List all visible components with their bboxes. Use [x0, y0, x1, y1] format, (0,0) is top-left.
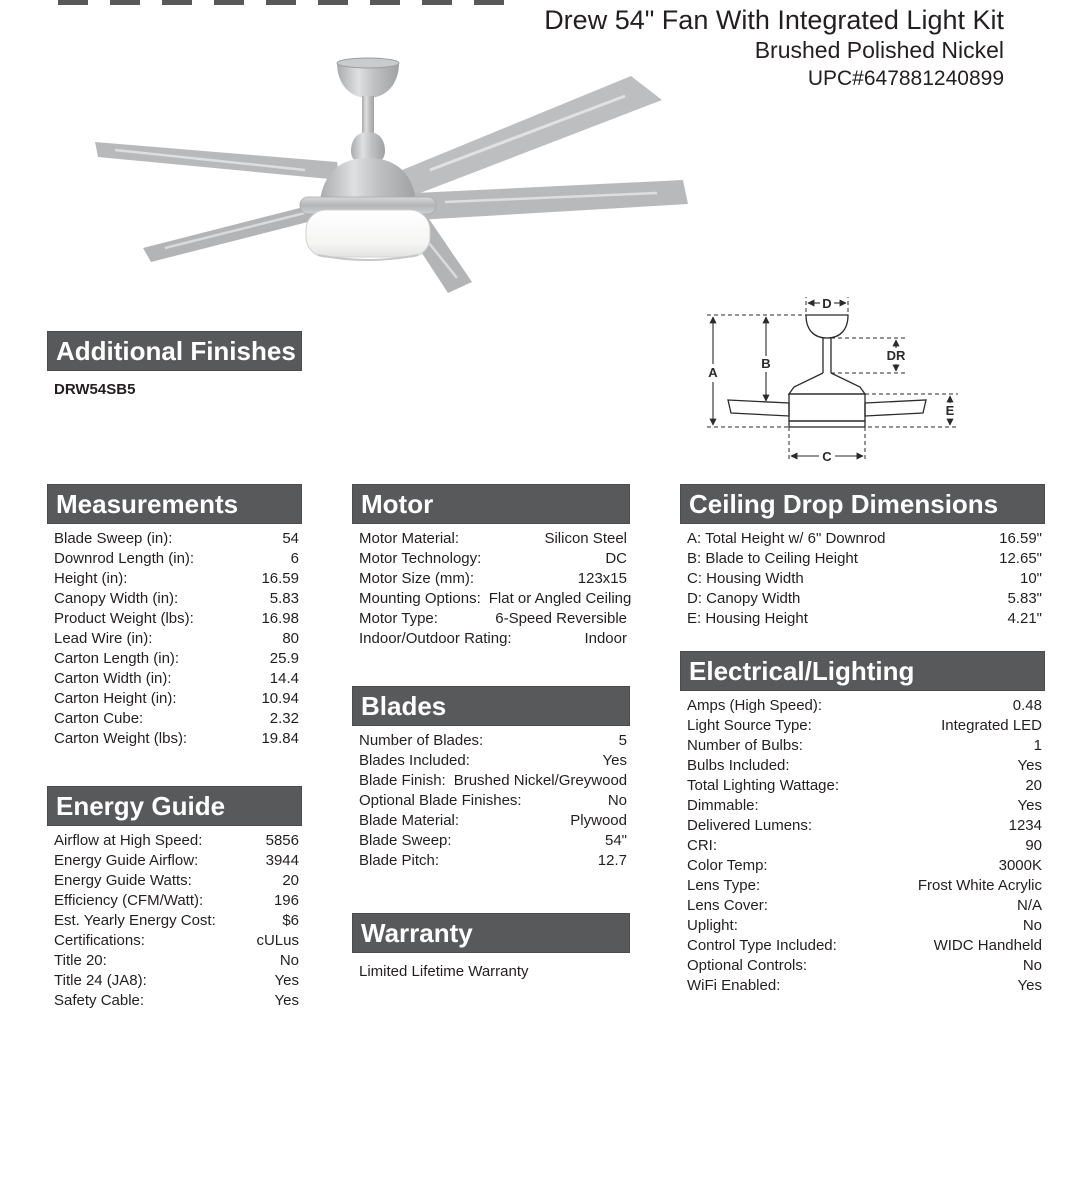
spec-row [47, 729, 302, 749]
spec-value: 80 [282, 630, 299, 647]
spec-label: Energy Guide Watts: [54, 872, 192, 889]
section-ceiling-drop [680, 484, 1045, 629]
motor-heading: Motor [352, 484, 630, 524]
spec-label: Carton Weight (lbs): [54, 730, 188, 747]
spec-row [352, 529, 630, 549]
spec-label: Carton Length (in): [54, 650, 180, 667]
spec-value: No [279, 952, 299, 969]
spec-value: 6-Speed Reversible [495, 610, 627, 627]
spec-label: Blades Included: [359, 752, 470, 769]
product-finish: Brushed Polished Nickel [754, 37, 1004, 63]
spec-row [352, 731, 630, 751]
diagram-arrows [713, 303, 950, 456]
spec-label: Lens Type: [687, 877, 761, 894]
spec-row [352, 569, 630, 589]
spec-value: Yes [602, 752, 627, 769]
spec-label: Delivered Lumens: [687, 817, 813, 834]
spec-row [352, 831, 630, 851]
spec-label: Lens Cover: [687, 897, 768, 914]
spec-label: Airflow at High Speed: [54, 832, 203, 849]
spec-label: E: Housing Height [687, 610, 808, 627]
section-motor [352, 484, 630, 649]
spec-value: 10" [1019, 570, 1042, 587]
product-title: Drew 54" Fan With Integrated Light Kit [544, 5, 1004, 35]
spec-value: Integrated LED [941, 717, 1042, 734]
spec-label: Blade Material: [359, 812, 460, 829]
fan-canopy-downrod [337, 58, 399, 165]
spec-label: Safety Cable: [54, 992, 145, 1009]
diagram-label-dr: DR [886, 348, 906, 363]
spec-value: DC [605, 550, 627, 567]
spec-label: Certifications: [54, 932, 145, 949]
spec-value: WIDC Handheld [933, 937, 1042, 954]
spec-row [47, 891, 302, 911]
spec-label: Number of Blades: [359, 732, 484, 749]
spec-row [352, 771, 630, 791]
diagram-label-a: A [708, 365, 718, 380]
spec-row [352, 811, 630, 831]
spec-value: Plywood [570, 812, 627, 829]
spec-row [680, 836, 1045, 856]
spec-value: 14.4 [269, 670, 299, 687]
spec-label: Energy Guide Airflow: [54, 852, 199, 869]
spec-label: Blade Sweep (in): [54, 530, 173, 547]
spec-row [47, 589, 302, 609]
fan-product-image [85, 52, 705, 297]
spec-row [352, 629, 630, 649]
spec-label: Color Temp: [687, 857, 768, 874]
spec-value: 196 [273, 892, 299, 909]
spec-value: 5.83 [269, 590, 299, 607]
spec-value: Indoor [584, 630, 627, 647]
spec-row [47, 529, 302, 549]
section-blades [352, 686, 630, 871]
spec-label: Mounting Options: [359, 590, 481, 607]
spec-label: Motor Size (mm): [359, 570, 475, 587]
spec-row [680, 916, 1045, 936]
spec-value: Brushed Nickel/Greywood [453, 772, 628, 789]
spec-row [47, 951, 302, 971]
spec-row [47, 629, 302, 649]
spec-row [352, 791, 630, 811]
measurements-heading: Measurements [47, 484, 302, 524]
spec-row [680, 696, 1045, 716]
spec-label: Optional Blade Finishes: [359, 792, 522, 809]
spec-value: 5856 [265, 832, 299, 849]
spec-row [352, 851, 630, 871]
spec-value: 6 [290, 550, 299, 567]
spec-row [680, 816, 1045, 836]
diagram-guides [707, 297, 958, 462]
spec-label: Number of Bulbs: [687, 737, 803, 754]
spec-value: 19.84 [261, 730, 299, 747]
section-electrical-lighting [680, 651, 1045, 996]
spec-row [680, 736, 1045, 756]
spec-value: 90 [1025, 837, 1042, 854]
diagram-label-b: B [761, 356, 771, 371]
spec-value: No [1022, 957, 1042, 974]
spec-row [680, 609, 1045, 629]
spec-row [680, 756, 1045, 776]
spec-row [47, 991, 302, 1011]
warranty-text: Limited Lifetime Warranty [359, 963, 529, 980]
blades-rows [352, 731, 630, 871]
spec-row [352, 609, 630, 629]
product-upc: UPC#647881240899 [807, 67, 1004, 90]
spec-value: cULus [256, 932, 299, 949]
spec-row [680, 589, 1045, 609]
spec-row [47, 851, 302, 871]
spec-value: 20 [1025, 777, 1042, 794]
section-warranty [352, 913, 630, 981]
spec-label: B: Blade to Ceiling Height [687, 550, 858, 567]
ceiling-drop-heading: Ceiling Drop Dimensions [680, 484, 1045, 524]
spec-value: 123x15 [577, 570, 627, 587]
spec-row [680, 776, 1045, 796]
spec-row [47, 569, 302, 589]
spec-row [680, 569, 1045, 589]
spec-row [352, 751, 630, 771]
spec-value: 10.94 [261, 690, 299, 707]
spec-value: 20 [282, 872, 299, 889]
spec-label: Lead Wire (in): [54, 630, 153, 647]
spec-value: 25.9 [269, 650, 299, 667]
spec-value: Yes [1017, 797, 1042, 814]
energy-guide-rows [47, 831, 302, 1011]
spec-value: 1234 [1008, 817, 1042, 834]
spec-row [47, 669, 302, 689]
spec-label: Product Weight (lbs): [54, 610, 194, 627]
spec-label: Height (in): [54, 570, 128, 587]
spec-value: $6 [282, 912, 299, 929]
spec-value: Yes [274, 972, 299, 989]
spec-label: Amps (High Speed): [687, 697, 823, 714]
spec-label: Motor Type: [359, 610, 438, 627]
spec-row [47, 871, 302, 891]
spec-value: Frost White Acrylic [917, 877, 1042, 894]
spec-row [47, 709, 302, 729]
spec-label: Light Source Type: [687, 717, 812, 734]
additional-finishes-model: DRW54SB5 [54, 381, 136, 398]
spec-row [680, 549, 1045, 569]
electrical-lighting-heading: Electrical/Lighting [680, 651, 1045, 691]
spec-row [680, 956, 1045, 976]
spec-row [47, 649, 302, 669]
spec-value: 54 [282, 530, 299, 547]
additional-finishes-heading: Additional Finishes [47, 331, 302, 371]
measurements-rows [47, 529, 302, 749]
spec-value: Yes [1017, 757, 1042, 774]
spec-value: 16.59" [999, 530, 1042, 547]
spec-value: 16.98 [261, 610, 299, 627]
clipped-brand-logo [58, 0, 520, 5]
spec-value: No [1022, 917, 1042, 934]
spec-row [680, 976, 1045, 996]
spec-label: Uplight: [687, 917, 738, 934]
spec-label: Canopy Width (in): [54, 590, 179, 607]
spec-value: 16.59 [261, 570, 299, 587]
spec-label: CRI: [687, 837, 717, 854]
spec-label: Motor Technology: [359, 550, 482, 567]
ceiling-drop-diagram [698, 290, 968, 470]
spec-value: 3000K [998, 857, 1042, 874]
spec-label: Blade Pitch: [359, 852, 440, 869]
spec-label: Efficiency (CFM/Watt): [54, 892, 204, 909]
section-energy-guide [47, 786, 302, 1011]
spec-label: Carton Cube: [54, 710, 144, 727]
spec-label: Title 24 (JA8): [54, 972, 147, 989]
spec-row [352, 549, 630, 569]
motor-rows [352, 529, 630, 649]
spec-value: N/A [1016, 897, 1042, 914]
spec-row [352, 589, 630, 609]
spec-label: A: Total Height w/ 6" Downrod [687, 530, 886, 547]
spec-value: Yes [274, 992, 299, 1009]
spec-label: Dimmable: [687, 797, 759, 814]
spec-row [47, 549, 302, 569]
spec-label: Carton Height (in): [54, 690, 177, 707]
spec-row [680, 796, 1045, 816]
spec-value: 54" [604, 832, 627, 849]
spec-row [680, 856, 1045, 876]
spec-row [680, 936, 1045, 956]
spec-label: Total Lighting Wattage: [687, 777, 840, 794]
spec-row [47, 689, 302, 709]
spec-value: 12.7 [597, 852, 627, 869]
spec-label: Est. Yearly Energy Cost: [54, 912, 216, 929]
spec-row [47, 931, 302, 951]
spec-value: No [607, 792, 627, 809]
spec-row [680, 716, 1045, 736]
spec-label: Motor Material: [359, 530, 460, 547]
spec-value: 1 [1033, 737, 1042, 754]
spec-value: 0.48 [1012, 697, 1042, 714]
spec-label: Blade Finish: [359, 772, 446, 789]
spec-row [47, 911, 302, 931]
spec-label: D: Canopy Width [687, 590, 801, 607]
spec-row [47, 831, 302, 851]
spec-label: Downrod Length (in): [54, 550, 195, 567]
spec-row [680, 896, 1045, 916]
spec-label: C: Housing Width [687, 570, 804, 587]
spec-row [47, 971, 302, 991]
spec-value: 12.65" [999, 550, 1042, 567]
spec-value: Silicon Steel [544, 530, 627, 547]
spec-label: Blade Sweep: [359, 832, 452, 849]
energy-guide-heading: Energy Guide [47, 786, 302, 826]
ceiling-drop-rows [680, 529, 1045, 629]
spec-label: Bulbs Included: [687, 757, 790, 774]
blades-heading: Blades [352, 686, 630, 726]
spec-value: 5.83" [1007, 590, 1042, 607]
warranty-heading: Warranty [352, 913, 630, 953]
section-measurements [47, 484, 302, 749]
spec-label: Indoor/Outdoor Rating: [359, 630, 512, 647]
spec-value: 4.21" [1007, 610, 1042, 627]
spec-row [47, 609, 302, 629]
spec-value: 5 [618, 732, 627, 749]
diagram-label-c: C [822, 449, 832, 464]
spec-value: Flat or Angled Ceiling [488, 590, 632, 607]
diagram-label-d: D [822, 296, 832, 311]
spec-row [680, 529, 1045, 549]
spec-row [680, 876, 1045, 896]
diagram-label-e: E [945, 403, 955, 418]
spec-value: 3944 [265, 852, 299, 869]
spec-value: Yes [1017, 977, 1042, 994]
spec-label: Optional Controls: [687, 957, 808, 974]
spec-label: Carton Width (in): [54, 670, 172, 687]
section-additional-finishes [47, 331, 302, 399]
electrical-lighting-rows [680, 696, 1045, 996]
spec-label: WiFi Enabled: [687, 977, 781, 994]
spec-value: 2.32 [269, 710, 299, 727]
spec-label: Title 20: [54, 952, 107, 969]
spec-label: Control Type Included: [687, 937, 837, 954]
